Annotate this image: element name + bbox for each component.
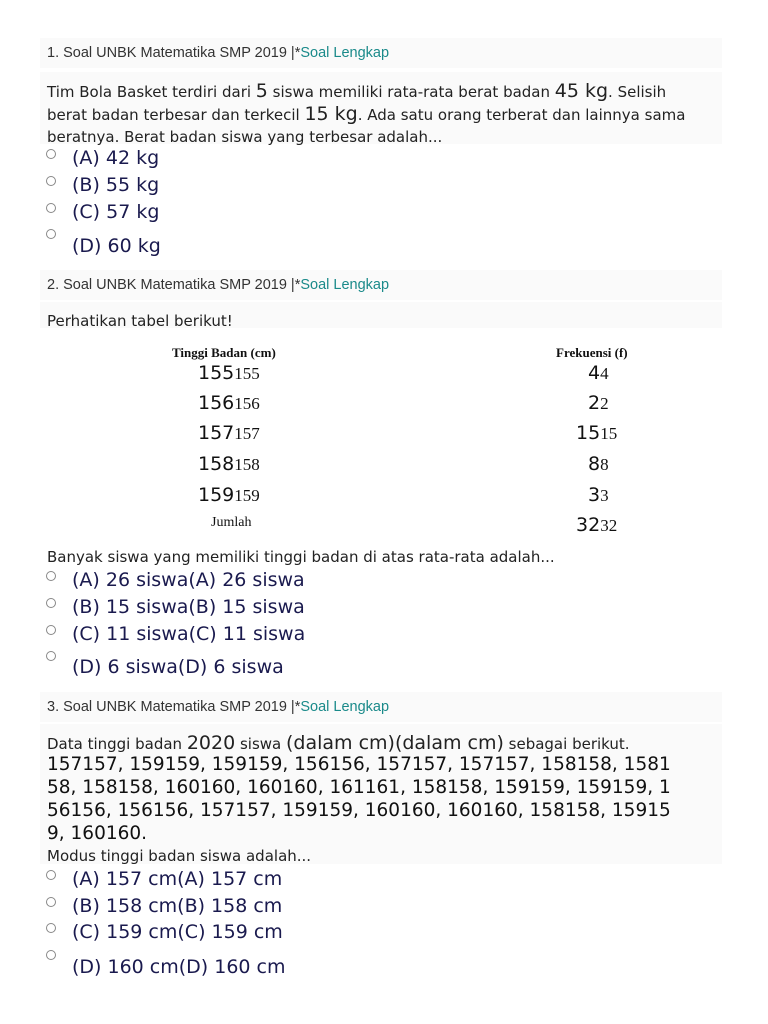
table-cell-height: 155155 — [198, 362, 260, 384]
height-data-line: 9, 160160. — [47, 823, 148, 844]
table-cell-frequency: 22 — [588, 392, 609, 414]
radio-button[interactable] — [46, 651, 56, 661]
radio-button[interactable] — [46, 897, 56, 907]
question-3-text: Modus tinggi badan siswa adalah... — [47, 847, 312, 865]
table-total-value: 3232 — [576, 514, 618, 536]
table-cell-height: 158158 — [198, 453, 260, 475]
height-data-line: 56156, 156156, 157157, 159159, 160160, 160160, 158158, 15915 — [47, 800, 671, 821]
question-1-header — [40, 38, 722, 68]
table-cell-frequency: 33 — [588, 484, 609, 506]
radio-button[interactable] — [46, 923, 56, 933]
radio-button[interactable] — [46, 229, 56, 239]
question-3-title: 3. Soal UNBK Matematika SMP 2019 |* — [47, 699, 301, 715]
table-cell-frequency: 88 — [588, 453, 609, 475]
question-3-header — [40, 692, 722, 722]
question-1-text: Tim Bola Basket terdiri dari 5 siswa memiliki rata-rata berat badan 45 kg. Selisih berat badan terbesar dan terkecil 15 kg. Ada satu orang terberat dan lainnya sama beratnya. Berat badan siswa yang terbesar adalah... — [47, 80, 686, 146]
table-header-height: Tinggi Badan (cm) — [172, 345, 276, 360]
question-2-intro: Perhatikan tabel berikut! — [47, 312, 233, 330]
table-cell-height: 156156 — [198, 392, 260, 414]
height-data-line: 58, 158158, 160160, 160160, 161161, 158158, 159159, 159159, 1 — [47, 777, 671, 798]
radio-button[interactable] — [46, 625, 56, 635]
table-cell-frequency: 1515 — [576, 422, 618, 444]
radio-button[interactable] — [46, 149, 56, 159]
table-cell-height: 157157 — [198, 422, 260, 444]
question-2-title: 2. Soal UNBK Matematika SMP 2019 |* — [47, 277, 301, 293]
question-3-link[interactable]: Soal Lengkap — [300, 699, 390, 715]
radio-button[interactable] — [46, 571, 56, 581]
table-total-label: Jumlah — [211, 515, 252, 530]
radio-button[interactable] — [46, 176, 56, 186]
table-header-frequency: Frekuensi (f) — [556, 345, 628, 360]
question-1-title: 1. Soal UNBK Matematika SMP 2019 |* — [47, 45, 301, 61]
question-2-header — [40, 270, 722, 300]
question-3-intro: Data tinggi badan 2020 siswa (dalam cm)(dalam cm) sebagai berikut. — [47, 732, 630, 754]
question-1-link[interactable]: Soal Lengkap — [300, 45, 390, 61]
question-2-text: Banyak siswa yang memiliki tinggi badan di atas rata-rata adalah... — [47, 548, 555, 566]
height-data-line: 157157, 159159, 159159, 156156, 157157, 157157, 158158, 1581 — [47, 754, 671, 775]
radio-button[interactable] — [46, 950, 56, 960]
table-cell-frequency: 44 — [588, 362, 609, 384]
radio-button[interactable] — [46, 203, 56, 213]
question-2-link[interactable]: Soal Lengkap — [300, 277, 390, 293]
radio-button[interactable] — [46, 870, 56, 880]
table-cell-height: 159159 — [198, 484, 260, 506]
radio-button[interactable] — [46, 598, 56, 608]
